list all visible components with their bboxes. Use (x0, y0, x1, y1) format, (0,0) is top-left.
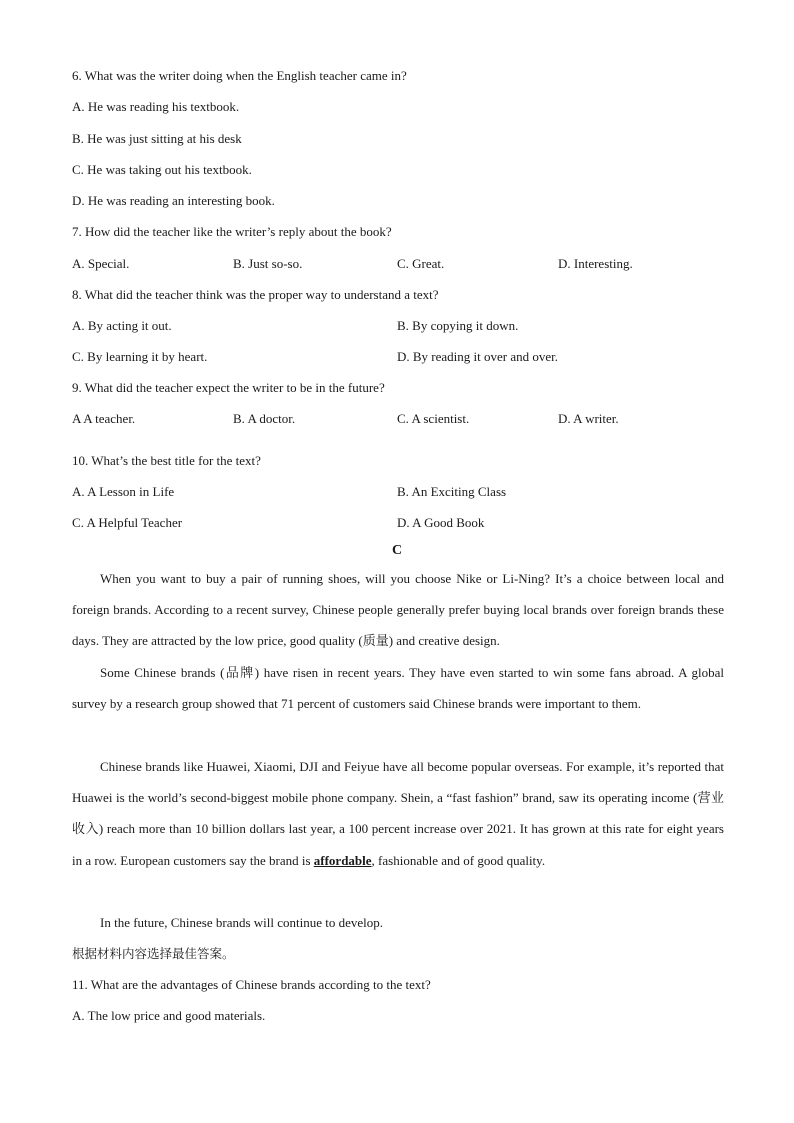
q7-option-d: D. Interesting. (558, 256, 633, 271)
q10-option-c: C. A Helpful Teacher (72, 515, 183, 530)
passage-paragraph-1 (72, 563, 724, 657)
passage-paragraph-1-text: When you want to buy a pair of running shoes, will you choose Nike or Li-Ning? It’s a choice between local and foreign brands. According to a recent survey, Chinese people generally prefer buying local brands over foreign brands these days. They are attracted by the low price, good quality (质量) and creative design. (72, 571, 724, 649)
q9-option-a: A A teacher. (72, 411, 136, 426)
q8-option-c: C. By learning it by heart. (72, 349, 208, 364)
q8-option-b: B. By copying it down. (397, 318, 519, 333)
passage-paragraph-4 (72, 907, 724, 938)
passage-paragraph-2-text: Some Chinese brands (品牌) have risen in recent years. They have even started to win some fans abroad. A global survey by a research group showed that 71 percent of customers said Chinese brands were important to them. (72, 665, 724, 712)
passage-paragraph-4-text: In the future, Chinese brands will continue to develop. (100, 915, 384, 930)
q6-option-c: C. He was taking out his textbook. (72, 162, 252, 177)
q9-option-b: B. A doctor. (233, 411, 296, 426)
q6-option-a: A. He was reading his textbook. (72, 99, 240, 114)
q6-option-d: D. He was reading an interesting book. (72, 193, 275, 208)
q6-option-b: B. He was just sitting at his desk (72, 131, 242, 146)
q11-stem: 11. What are the advantages of Chinese brands according to the text? (72, 977, 431, 992)
q10-option-d: D. A Good Book (397, 515, 485, 530)
passage-paragraph-2 (72, 657, 724, 719)
q7-option-c: C. Great. (397, 256, 445, 271)
q9-option-d: D. A writer. (558, 411, 619, 426)
key-word-affordable: affordable (313, 852, 372, 868)
q10-option-b: B. An Exciting Class (397, 484, 507, 499)
q6-stem: 6. What was the writer doing when the English teacher came in? (72, 68, 407, 83)
instruction-text: 根据材料内容选择最佳答案。 (72, 946, 235, 961)
q8-option-a: A. By acting it out. (72, 318, 172, 333)
q10-option-a: A. A Lesson in Life (72, 484, 175, 499)
q10-stem: 10. What’s the best title for the text? (72, 453, 261, 468)
q7-stem: 7. How did the teacher like the writer’s reply about the book? (72, 224, 392, 239)
q9-option-c: C. A scientist. (397, 411, 470, 426)
q7-option-b: B. Just so-so. (233, 256, 303, 271)
passage-paragraph-3-text-before: Chinese brands like Huawei, Xiaomi, DJI and Feiyue have all become popular overseas. For example, it’s reported that Huawei is the world’s second-biggest mobile phone company. Shein, a “fast fashion” brand, saw its operating income (营业收入) reach more than 10 billion dollars last year, a 100 percent increase over 2021. It has grown at this rate for eight years in a row. European customers say the brand is (72, 759, 724, 868)
q7-option-a: A. Special. (72, 256, 130, 271)
q8-option-d: D. By reading it over and over. (397, 349, 559, 364)
passage-paragraph-3-text-after: , fashionable and of good quality. (371, 852, 546, 868)
q11-option-a: A. The low price and good materials. (72, 1008, 266, 1023)
q8-stem: 8. What did the teacher think was the proper way to understand a text? (72, 287, 439, 302)
section-heading: C (391, 543, 403, 558)
passage-paragraph-3 (72, 751, 724, 876)
q9-stem: 9. What did the teacher expect the writer to be in the future? (72, 380, 385, 395)
